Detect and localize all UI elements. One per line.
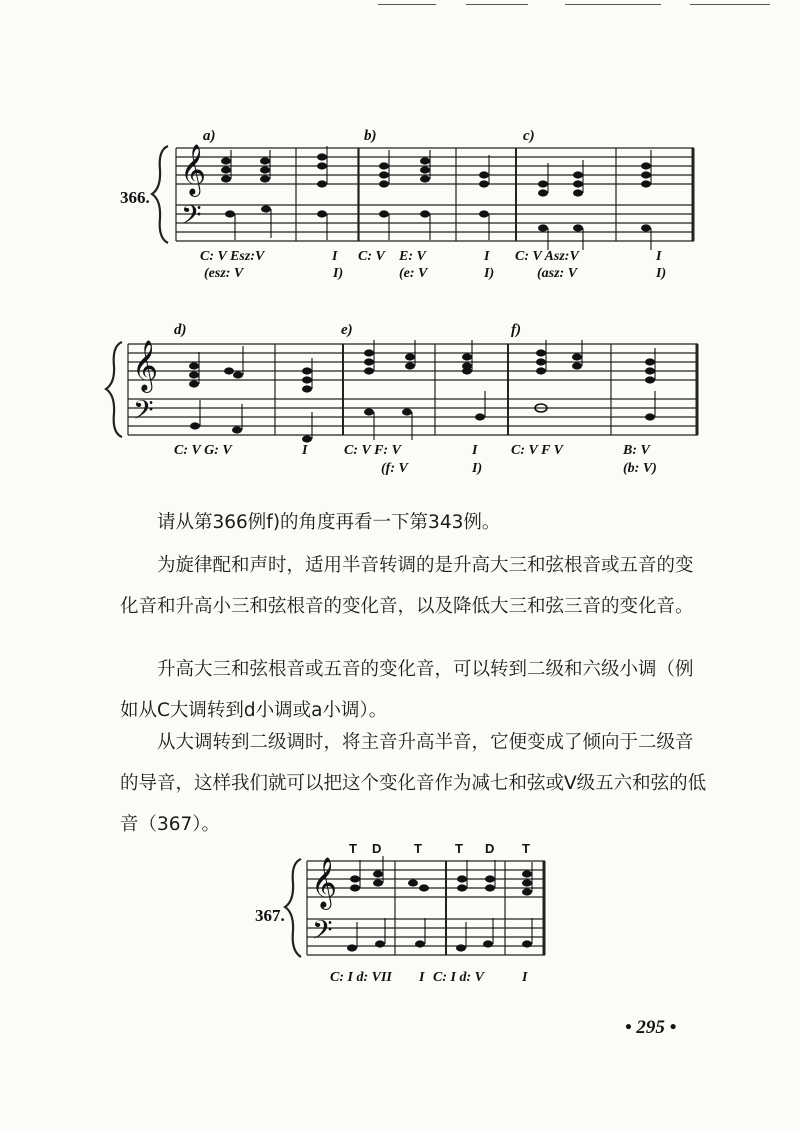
analysis-label: (b: V) — [623, 461, 657, 476]
example-number: 366. — [120, 188, 150, 207]
treble-clef-icon: 𝄞 — [132, 340, 159, 391]
function-label: T — [455, 841, 463, 856]
analysis-label: C: V F: V — [344, 443, 401, 458]
variant-label: c) — [523, 128, 535, 144]
analysis-label: I — [332, 249, 338, 264]
analysis-label: I — [522, 970, 528, 985]
analysis-label: B: V — [623, 443, 650, 458]
analysis-label: I — [419, 970, 425, 985]
function-label: D — [372, 841, 382, 856]
analysis-label: C: V G: V — [174, 443, 232, 458]
analysis-label: C: V — [358, 249, 385, 264]
variant-label: d) — [174, 322, 187, 338]
analysis-label: (f: V — [381, 461, 408, 476]
treble-clef-icon: 𝄞 — [311, 857, 338, 908]
function-label: T — [349, 841, 357, 856]
variant-label: f) — [511, 322, 521, 338]
treble-clef-icon: 𝄞 — [180, 144, 207, 195]
page-number: • 295 • — [625, 1017, 677, 1038]
bass-clef-icon: 𝄢 — [133, 394, 154, 432]
analysis-label: I) — [333, 266, 344, 281]
analysis-label: I — [484, 249, 490, 264]
function-label: T — [414, 841, 422, 856]
analysis-label: I — [472, 443, 478, 458]
analysis-label: C: I d: VII — [330, 970, 392, 985]
analysis-label: C: V F V — [511, 443, 564, 458]
variant-label: e) — [341, 322, 353, 338]
bass-clef-icon: 𝄢 — [312, 914, 333, 952]
analysis-label: (e: V — [399, 266, 428, 281]
paragraph: 升高大三和弦根音或五音的变化音，可以转到二级和六级小调（例如从C大调转到d小调或a小调）。 — [120, 659, 694, 721]
paragraph: 为旋律配和声时，适用半音转调的是升高大三和弦根音或五音的变化音和升高小三和弦根音的变化音，以及降低大三和弦三音的变化音。 — [120, 555, 694, 617]
analysis-label: I) — [656, 266, 667, 281]
analysis-label: E: V — [399, 249, 426, 264]
analysis-label: I — [302, 443, 308, 458]
paragraph: 从大调转到二级调时，将主音升高半音，它便变成了倾向于二级音的导音，这样我们就可以把这个变化音作为减七和弦或Ⅴ级五六和弦的低音（367）。 — [120, 732, 707, 835]
function-label: T — [522, 841, 530, 856]
analysis-label: I — [656, 249, 662, 264]
variant-label: a) — [203, 128, 216, 144]
bass-clef-icon: 𝄢 — [181, 199, 202, 237]
analysis-label: C: I d: V — [433, 970, 484, 985]
analysis-label: I) — [472, 461, 483, 476]
paragraph: 请从第366例f)的角度再看一下第343例。 — [157, 512, 501, 533]
analysis-label: (asz: V — [537, 266, 578, 281]
variant-label: b) — [364, 128, 377, 144]
analysis-label: I) — [484, 266, 495, 281]
analysis-label: C: V Asz:V — [515, 249, 579, 264]
analysis-label: (esz: V — [204, 266, 244, 281]
function-label: D — [485, 841, 495, 856]
analysis-label: C: V Esz:V — [200, 249, 265, 264]
example-number: 367. — [255, 906, 285, 925]
